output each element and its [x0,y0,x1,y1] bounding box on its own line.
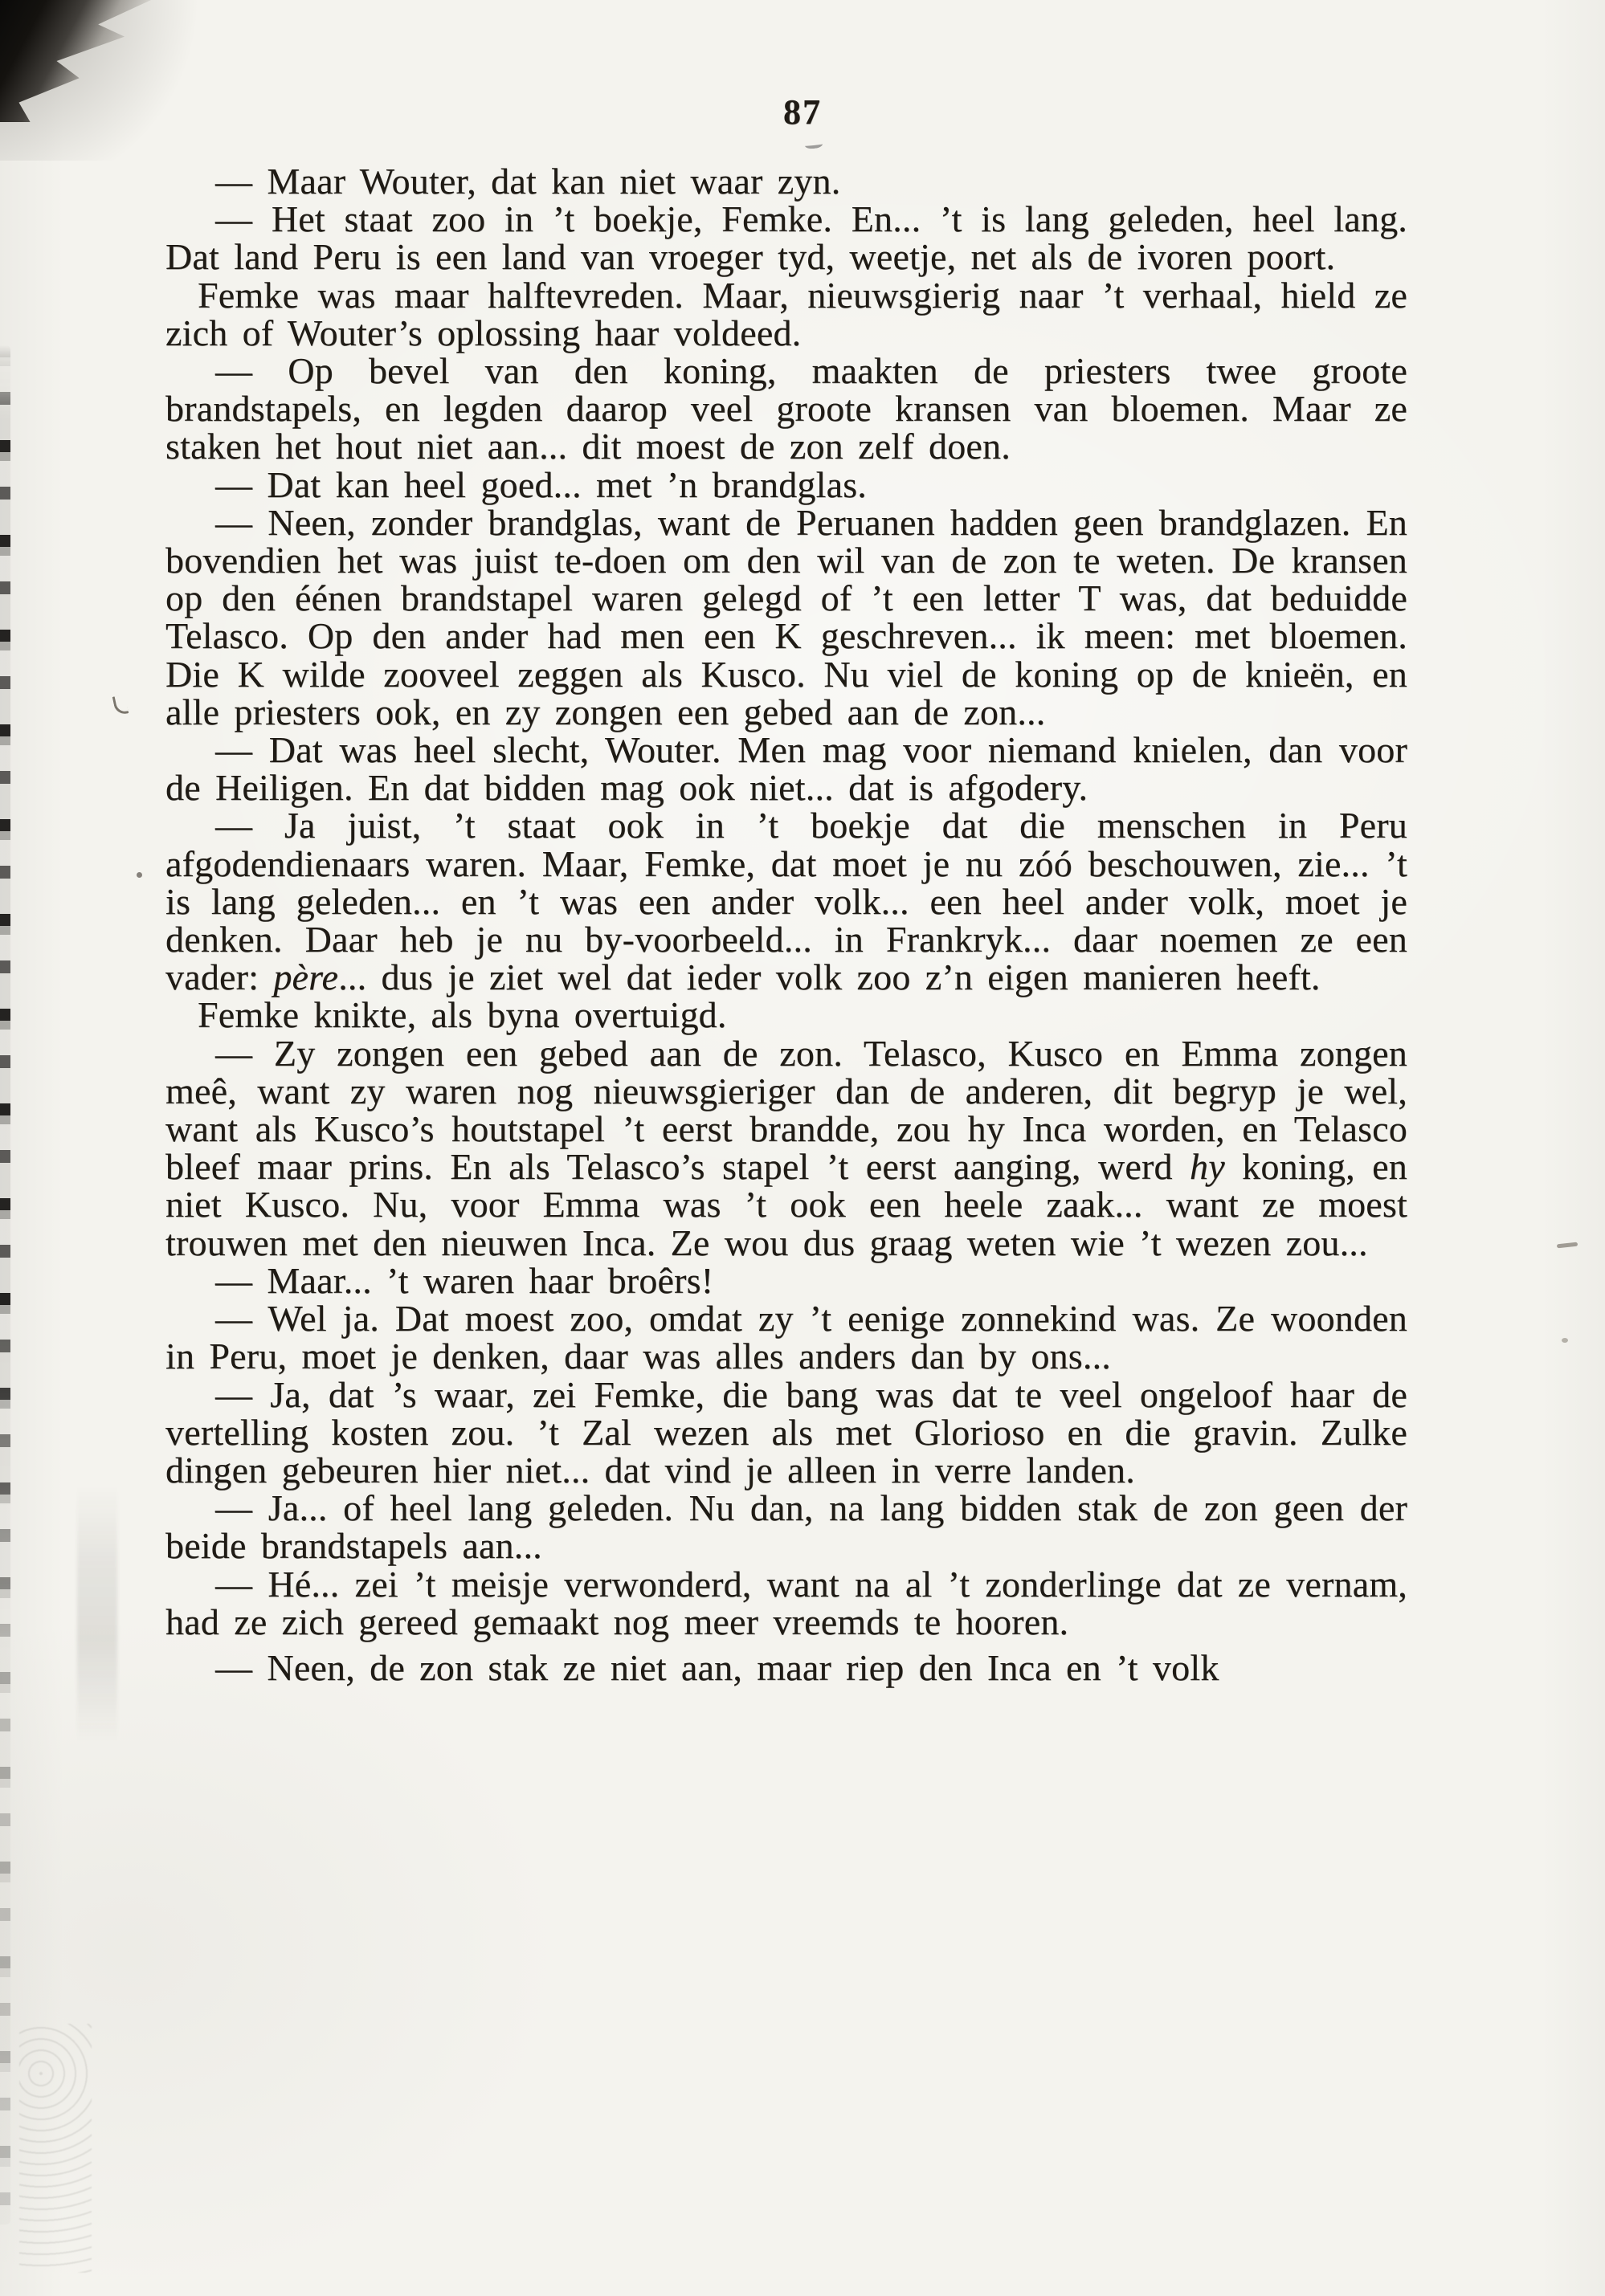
paragraph [165,806,1407,996]
paragraph [165,352,1407,466]
paragraph [165,1299,1407,1375]
text-run: — Zy zongen een gebed aan de zon. Telasco, Kusco en Emma zongen meê, want zy waren nog nieuwsgieriger dan de anderen, dit begryp je wel, want als Kusco’s houtstapel ’t eerst brandde, zou hy Inca worden, en Telasco bleef maar prins. En als Telasco’s stapel ’t eerst aanging, werd [165,1032,1407,1188]
paragraph [165,198,1407,278]
text-run: — Neen, de zon stak ze niet aan, maar riep den Inca en ’t volk [215,1646,1219,1688]
text-run: — Het staat zoo in ’t boekje, Femke. En... ’t is lang geleden, heel lang. Dat land Peru is een land van vroeger tyd, weetje, net als de ivoren poort. [165,198,1407,278]
scan-artifact-margin-dot [137,872,142,878]
page-text [165,162,1407,1686]
text-run: — Hé... zei ’t meisje verwonderd, want na al ’t zonderlinge dat ze vernam, had ze zich gereed gemaakt nog meer vreemds te hooren. [165,1563,1407,1642]
text-run: Femke was maar halftevreden. Maar, nieuwsgierig naar ’t verhaal, hield ze zich of Wouter’s oplossing haar voldeed. [165,274,1407,353]
paragraph [165,1373,1407,1491]
text-run: — Neen, zonder brandglas, want de Peruanen hadden geen brandglazen. En bovendien het was juist te-doen om den wil van de zon te weten. De kransen op den éénen brandstapel waren gelegd of ’t een letter T was, dat beduidde Telasco. Op den ander had men een K geschreven... ik meen: met bloemen. Die K wilde zooveel zeggen als Kusco. Nu viel de koning op de knieën, en alle priesters ook, en zy zongen een gebed aan de zon... [165,501,1407,732]
text-run: — Ja juist, ’t staat ook in ’t boekje dat die menschen in Peru afgodendienaars waren. Maar, Femke, dat moet je nu zóó beschouwen, zie... ’t is lang geleden... en ’t was een ander volk... een heel ander volk, moet je denken. Daar heb je nu by-voorbeeld... in Frankryk... daar noemen ze een vader: [165,805,1407,998]
scan-artifact-left-smudge [77,1486,117,1743]
text-run: — Ja... of heel lang geleden. Nu dan, na lang bidden stak de zon geen der beide brandstapels aan... [165,1487,1407,1567]
paragraph [165,1034,1407,1262]
italic-text-run: père [273,956,339,998]
paragraph [165,1646,1407,1688]
paragraph [165,729,1407,809]
text-run: koning, en niet Kusco. Nu, voor Emma was ’t ook een heele zaak... want ze moest trouwen met den nieuwen Inca. Ze wou dus graag weten wie ’t wezen zou... [165,1146,1407,1263]
italic-text-run: hy [1190,1146,1225,1188]
paragraph [165,162,1407,200]
scan-artifact-margin-squiggle [112,695,129,716]
text-run: — Dat was heel slecht, Wouter. Men mag voor niemand knielen, dan voor de Heiligen. En dat bidden mag ook niet... dat is afgodery. [165,729,1407,809]
page-number: 87 [783,92,822,132]
text-run: ... dus je ziet wel dat ieder volk zoo z’n eigen manieren heeft. [338,956,1321,998]
scan-artifact-right-margin-dash [1557,1242,1578,1249]
scan-artifact-under-page-number [805,141,823,149]
paragraph [165,996,1407,1034]
paragraph [165,1565,1407,1641]
scan-artifact-bottom-speckles [19,2024,92,2273]
paragraph [165,463,1407,505]
text-run: — Op bevel van den koning, maakten de priesters twee groote brandstapels, en legden daarop veel groote kransen van bloemen. Maar ze staken het hout niet aan... dit moest de zon zelf doen. [165,350,1407,467]
paragraph [165,1487,1407,1567]
text-run: — Ja, dat ’s waar, zei Femke, die bang was dat te veel ongeloof haar de vertelling kosten zou. ’t Zal wezen als met Glorioso en die gravin. Zulke dingen gebeuren hier niet... dat vind je alleen in verre landen. [165,1373,1407,1491]
scan-artifact-left-edge-marks [0,345,10,2225]
scan-artifact-right-margin-dot [1562,1338,1568,1343]
text-run: — Wel ja. Dat moest zoo, omdat zy ’t eenige zonnekind was. Ze woonden in Peru, moet je denken, daar was alles anders dan by ons... [165,1298,1407,1377]
paragraph [165,501,1407,732]
paragraph [165,276,1407,352]
scan-artifact-corner-halo [0,0,233,161]
text-run: — Maar... ’t waren haar broêrs! [215,1259,714,1301]
text-run: — Maar Wouter, dat kan niet waar zyn. [215,161,841,202]
text-run: Femke knikte, als byna overtuigd. [198,994,727,1036]
text-run: — Dat kan heel goed... met ’n brandglas. [215,463,867,505]
paragraph [165,1259,1407,1301]
